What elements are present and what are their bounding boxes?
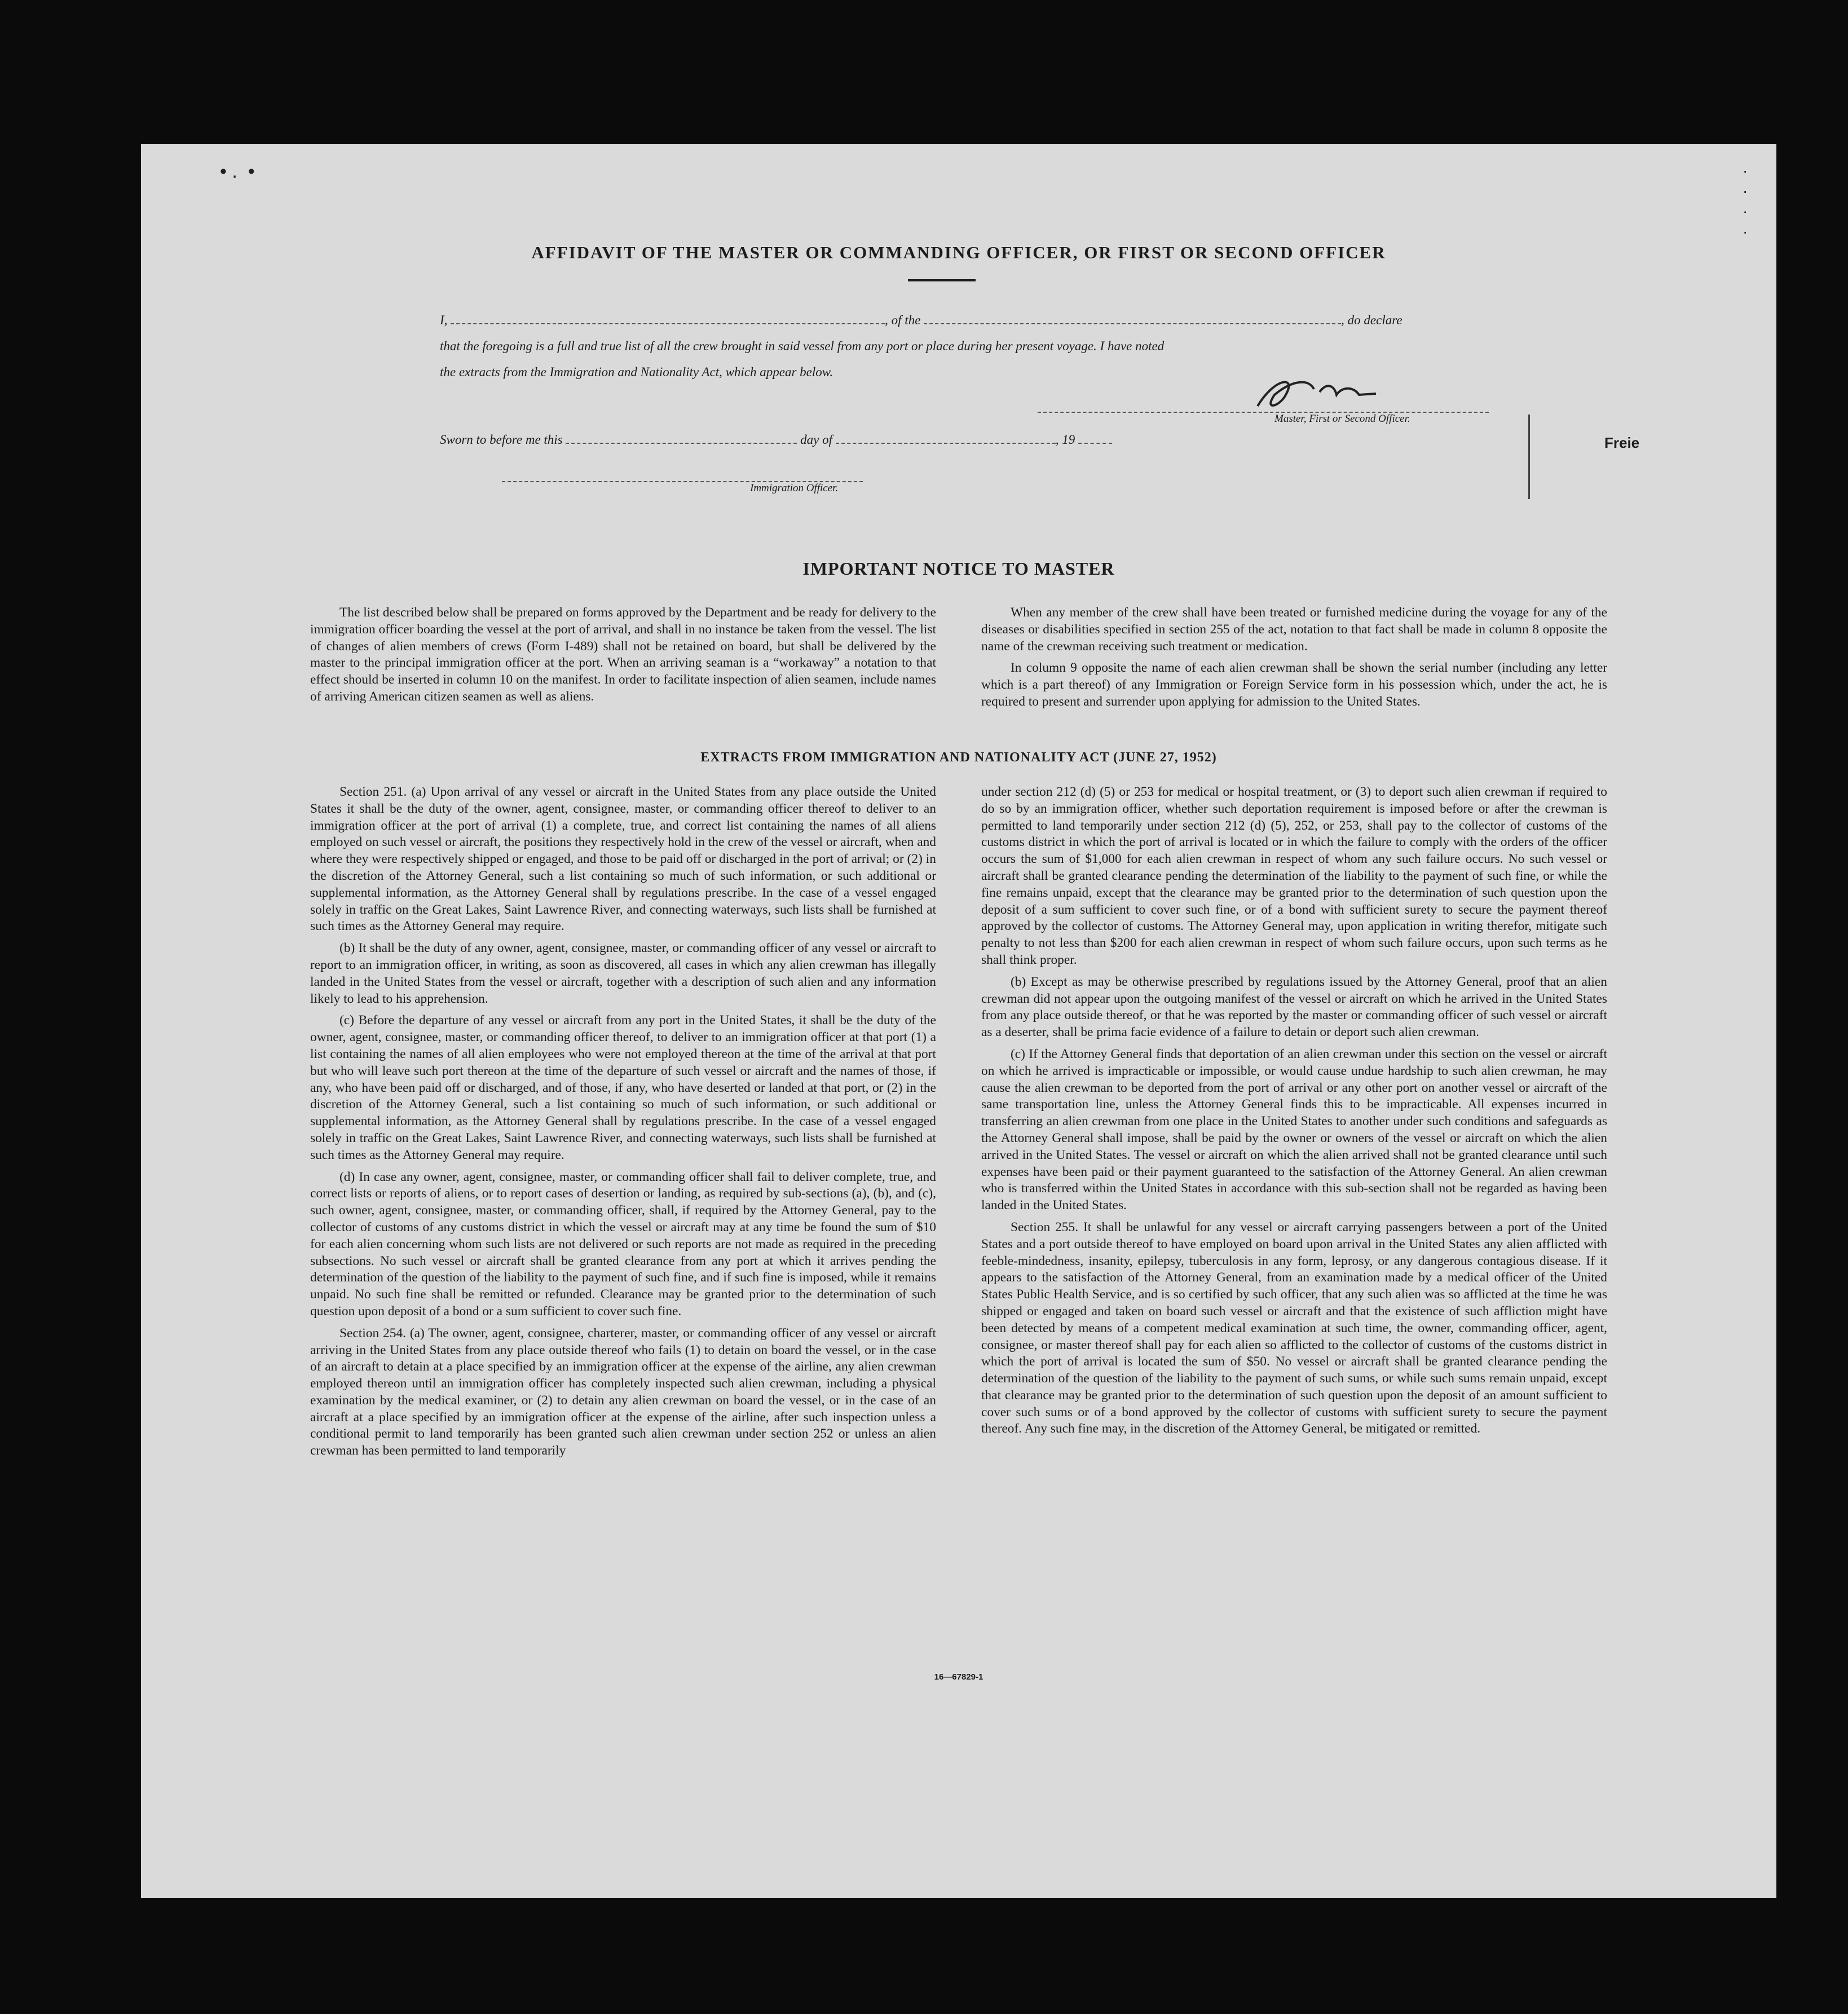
title-rule <box>908 279 976 281</box>
declaration-i: I, <box>440 313 448 327</box>
vessel-blank[interactable] <box>924 312 1341 324</box>
signature-caption: Master, First or Second Officer. <box>1274 413 1410 425</box>
notice-right-column <box>981 605 1607 711</box>
notice-left-paragraph: The list described below shall be prepared on forms approved by the Department and be ready for delivery to the immigration officer boarding the vessel at the port of arrival, and shall in no instance be taken from the vessel. The list of changes of alien members of crews (Form I-489) shall not be retained on board, but shall be delivered by the master to the principal immigration officer at the port. When an arriving seaman is a “workaway” a notation to that effect should be inserted in column 10 on the manifest. In order to facilitate inspection of alien seamen, include names of arriving American citizen seamen as well as aliens. <box>310 605 936 704</box>
notice-right-paragraph-1: When any member of the crew shall have been treated or furnished medicine during the voyage for any of the diseases or disabilities specified in section 255 of the act, notation to that fact shall be made in column 8 opposite the name of the crewman receiving such treatment or medication. <box>981 605 1607 654</box>
affidavit-title: AFFIDAVIT OF THE MASTER OR COMMANDING OFFICER, OR FIRST OR SECOND OFFICER <box>531 243 1386 262</box>
sworn-year: , 19 <box>1055 433 1075 447</box>
section-251-a: Section 251. (a) Upon arrival of any vessel or aircraft in the United States from any place outside the United States it shall be the duty of the owner, agent, consignee, master, or commanding officer thereof to deliver to an immigration officer at the port of arrival (1) a complete, true, and correct list containing the names of all aliens employed on such vessel or aircraft, the positions they respectively hold in the crew of the vessel or aircraft, when and where they were respectively shipped or engaged, and those to be paid off or discharged in the port of arrival; or (2) in the discretion of the Attorney General, such a list containing so much of such information, or such additional or supplemental information, as the Attorney General shall by regulations prescribe. In the case of a vessel engaged solely in traffic on the Great Lakes, Saint Lawrence River, and connecting waterways, such lists shall be furnished at such times as the Attorney General may require. <box>310 785 936 934</box>
sworn-line <box>440 431 1112 447</box>
form-number: 16—67829-1 <box>934 1672 983 1682</box>
sworn-year-blank[interactable] <box>1078 431 1112 444</box>
sworn-date-blank[interactable] <box>566 431 797 444</box>
section-255: Section 255. It shall be unlawful for any vessel or aircraft carrying passengers between a port of the United States and a port outside thereof to have employed on board upon arrival in the United States any alien afflicted with feeble-mindedness, insanity, epilepsy, tuberculosis in any form, leprosy, or any dangerous contagious disease. If it appears to the satisfaction of the Attorney General, from an examination made by a medical officer of the United States Public Health Service, and is so certified by such officer, that any such alien was so afflicted at the time he was shipped or engaged and taken on board such vessel or aircraft and that the existence of such affliction might have been detected by means of a competent medical examination at such time, the owner, commanding officer, agent, consignee, or master thereof shall pay for each alien so afflicted to the collector of customs of the customs district in which the port of arrival is located the sum of $50. No vessel or aircraft shall be granted clearance pending the determination of the question of the liability to the payment of such sums, or while such sums remain unpaid, except that clearance may be granted prior to the determination of such question upon the deposit of an amount sufficient to cover such sums or of a bond approved by the collector of customs with sufficient surety to secure the payment thereof. Any such fine may, in the discretion of the Attorney General, be mitigated or remitted. <box>981 1219 1607 1436</box>
stamp-text: Freie <box>1604 434 1640 451</box>
section-251-b: (b) It shall be the duty of any owner, agent, consignee, master, or commanding officer of any vessel or aircraft to report to an immigration officer, in writing, as soon as discovered, all cases in which any alien crewman has illegally landed in the United States from the vessel or aircraft, together with a description of such alien and any information likely to lead to his apprehension. <box>310 941 936 1006</box>
notice-right-paragraph-2: In column 9 opposite the name of each alien crewman shall be shown the serial number (including any letter which is a part thereof) of any Immigration or Foreign Service form in his possession which, under the act, he is required to present and surrender upon applying for admission to the United States. <box>981 660 1607 709</box>
name-blank[interactable] <box>451 312 885 324</box>
section-254-a-continued: under section 212 (d) (5) or 253 for medical or hospital treatment, or (3) to deport such alien crewman if required to do so by an immigration officer, whether such deportation requirement is imposed before or after the crewman is permitted to land temporarily under section 212 (d) (5), 252, or 253, shall pay to the collector of customs of the customs district in which the port of arrival is located or in which the failure to comply with the orders of the officer occurs the sum of $1,000 for each alien crewman in respect of whom any such failure occurs. No such vessel or aircraft shall be granted clearance pending the determination of the liability to the payment of such fine, or while the fine remains unpaid, except that the clearance may be granted prior to the determination of such question upon the deposit of a sum sufficient to cover such fine, or of a bond with sufficient surety to secure the payment thereof approved by the collector of customs. The Attorney General may, upon application in writing therefor, mitigate such penalty to not less than $200 for each alien crewman in respect of whom such failure occurs, upon such terms as he shall think proper. <box>981 785 1607 967</box>
section-254-b: (b) Except as may be otherwise prescribed by regulations issued by the Attorney General, proof that an alien crewman did not appear upon the outgoing manifest of the vessel or aircraft on which he arrived in the United States from any place outside thereof, or that he was reported by the master or commanding officer of such vessel or aircraft as a deserter, shall be prima facie evidence of a failure to detain or deport such alien crewman. <box>981 974 1607 1040</box>
extracts-title: EXTRACTS FROM IMMIGRATION AND NATIONALITY ACT (JUNE 27, 1952) <box>700 750 1217 765</box>
section-251-d: (d) In case any owner, agent, consignee, master, or commanding officer shall fail to deliver complete, true, and correct lists or reports of aliens, or to report cases of desertion or landing, as required by sub-sections (a), (b), and (c), such owner, agent, consignee, master, or commanding officer, shall, if required by the Attorney General, pay to the collector of customs of any customs district in which the vessel or aircraft may at any time be found the sum of $10 for each alien concerning whom such lists are not delivered or such reports are not made as required in the preceding subsections. No such vessel or aircraft shall be granted clearance from any port at which it arrives pending the determination of the question of the liability to the payment of such fine, and if such fine is imposed, while it remains unpaid. No such fine shall be remitted or refunded. Clearance may be granted prior to the determination of such question upon deposit of a bond or a sum sufficient to cover such fine. <box>310 1169 936 1319</box>
document-page <box>141 144 1776 1898</box>
declaration-line-3: the extracts from the Immigration and Nationality Act, which appear below. <box>440 365 833 379</box>
sworn-prefix: Sworn to before me this <box>440 433 563 447</box>
notice-title: IMPORTANT NOTICE TO MASTER <box>802 558 1115 579</box>
notice-left-column <box>310 605 936 706</box>
officer-signature-line[interactable] <box>502 470 863 482</box>
declaration-of-the: , of the <box>885 313 921 327</box>
section-254-c: (c) If the Attorney General finds that deportation of an alien crewman under this section on the vessel or aircraft on which he arrived is impracticable or impossible, or would cause undue hardship to such alien crewman, he may cause the alien crewman to be deported from the port of arrival or any other port on another vessel or aircraft of the same transportation line, unless the Attorney General finds this to be impracticable. All expenses incurred in transferring an alien crewman from one place in the United States to another under such conditions and safeguards as the Attorney General shall impose, shall be paid by the owner or owners of the vessel or aircraft on which the alien arrived in the United States. The vessel or aircraft on which the alien arrived shall not be granted clearance until such expenses have been paid or their payment guaranteed to the satisfaction of the Attorney General. An alien crewman who is transferred within the United States in accordance with this sub-section shall not be regarded as having been landed in the United States. <box>981 1046 1607 1213</box>
section-251-c: (c) Before the departure of any vessel or aircraft from any port in the United States, it shall be the duty of the owner, agent, consignee, master, or commanding officer thereof, to deliver to an immigration officer at that port (1) a list containing the names of all alien employees who were not employed thereon at the time of the arrival at that port but who will leave such port thereon at the time of the departure of such vessel or aircraft and the names of those, if any, who have been paid off or discharged, and of those, if any, who have deserted or landed at that port, or (2) in the discretion of the Attorney General, such a list containing so much of such information, or such additional or supplemental information, as the Attorney General shall by regulations prescribe. In the case of a vessel engaged solely in traffic on the Great Lakes, Saint Lawrence River, and connecting waterways, such lists shall be furnished at such times as the Attorney General may require. <box>310 1013 936 1162</box>
declaration-line-1 <box>440 307 1523 333</box>
signature-line[interactable] <box>1038 400 1489 413</box>
declaration-do-declare: , do declare <box>1341 313 1402 327</box>
officer-caption: Immigration Officer. <box>750 482 839 494</box>
margin-marks-right: · · · · <box>1743 162 1748 240</box>
section-254-a: Section 254. (a) The owner, agent, consignee, charterer, master, or commanding officer of any vessel or aircraft arriving in the United States from any place outside thereof who fails (1) to detain on board the vessel, or in the case of an aircraft to detain at a place specified by an immigration officer at the expense of the airline, any alien crewman employed thereon until an immigration officer has completely inspected such alien crewman, including a physical examination by the medical examiner, or (2) to detain any alien crewman on board the vessel, or in the case of an aircraft at a place specified by an immigration officer at the expense of the airline, after such inspection unless a conditional permit to land temporarily has been granted such alien crewman under section 252 or unless an alien crewman has been permitted to land temporarily <box>310 1325 936 1458</box>
margin-marks: • . • <box>220 161 255 182</box>
declaration-line-2: that the foregoing is a full and true list of all the crew brought in said vessel from any port or place during her present voyage. I have noted <box>440 339 1165 353</box>
extracts-left-column <box>310 784 936 1460</box>
sworn-day-of: day of <box>800 433 832 447</box>
sworn-month-blank[interactable] <box>836 431 1056 444</box>
margin-line <box>1528 415 1530 499</box>
extracts-right-column <box>981 784 1607 1438</box>
